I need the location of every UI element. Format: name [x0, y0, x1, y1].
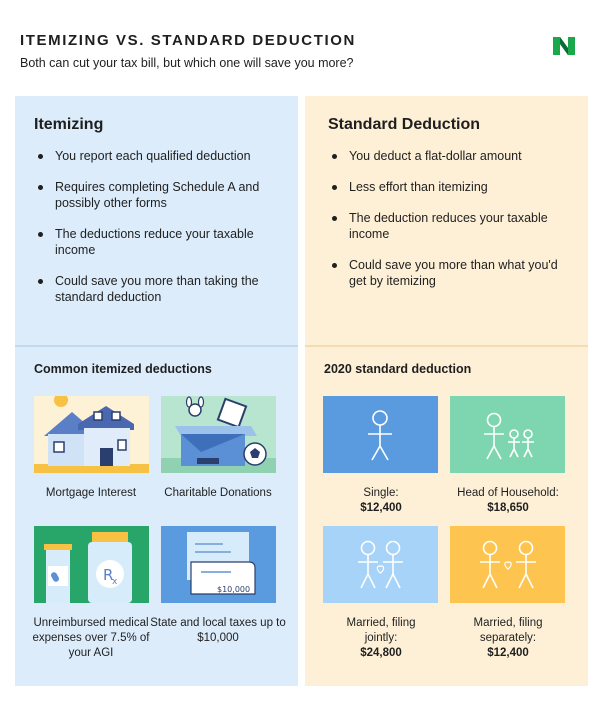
filing-status-label: Head of Household: [457, 487, 559, 499]
standard-panel [305, 96, 588, 686]
filing-status-label: Single: [363, 487, 399, 499]
itemized-caption: Mortgage Interest [45, 487, 137, 499]
filing-amount: $12,400 [360, 502, 402, 514]
standard-caption [438, 486, 578, 516]
svg-text:R: R [103, 566, 114, 584]
bullet-item: The deductions reduce your taxable income [37, 226, 277, 258]
tax-amount-label: $10,000 [217, 585, 251, 594]
bullet-item: Could save you more than taking the standard deduction [37, 273, 277, 305]
filing-amount: $12,400 [487, 647, 529, 659]
filing-amount: $24,800 [360, 647, 402, 659]
itemizing-bullets [37, 148, 277, 320]
standard-section-title: 2020 standard deduction [324, 362, 472, 376]
couple-separate-icon [450, 526, 565, 603]
medicine-bottles-icon [34, 526, 149, 603]
standard-caption [311, 616, 451, 661]
bullet-item: Less effort than itemizing [331, 179, 571, 195]
single-tile [323, 396, 438, 473]
charitable-tile [161, 396, 276, 473]
standard-title: Standard Deduction [328, 116, 481, 133]
standard-bullets [331, 148, 571, 304]
standard-caption [438, 616, 578, 661]
couple-heart-icon [323, 526, 438, 603]
mortgage-tile [34, 396, 149, 473]
bullet-item: Could save you more than what you'd get by itemizing [331, 257, 571, 289]
family-icon [450, 396, 565, 473]
bullet-item: You report each qualified deduction [37, 148, 277, 164]
house-icon [34, 396, 149, 473]
single-person-icon [323, 396, 438, 473]
filing-status-label: Married, filing jointly: [346, 617, 416, 644]
medical-tile [34, 526, 149, 603]
bullet-item: The deduction reduces your taxable income [331, 210, 571, 242]
married-jointly-tile [323, 526, 438, 603]
itemizing-title: Itemizing [34, 116, 104, 133]
taxes-tile [161, 526, 276, 603]
itemized-caption: Unreimbursed medical expenses over 7.5% of your AGI [32, 617, 150, 659]
tax-receipt-icon [161, 526, 276, 603]
itemized-caption: State and local taxes up to $10,000 [150, 617, 286, 644]
filing-status-label: Married, filing separately: [473, 617, 543, 644]
filing-amount: $18,650 [487, 502, 529, 514]
household-tile [450, 396, 565, 473]
itemized-caption: Charitable Donations [164, 487, 272, 499]
page-subtitle: Both can cut your tax bill, but which one will save you more? [20, 56, 354, 70]
donation-box-icon [161, 396, 276, 473]
page-title: ITEMIZING VS. STANDARD DEDUCTION [20, 32, 356, 49]
bullet-item: You deduct a flat-dollar amount [331, 148, 571, 164]
bullet-item: Requires completing Schedule A and possibly other forms [37, 179, 277, 211]
divider [15, 345, 298, 347]
itemizing-panel [15, 96, 298, 686]
nerdwallet-logo-icon [551, 33, 577, 59]
married-separately-tile [450, 526, 565, 603]
itemized-section-title: Common itemized deductions [34, 362, 212, 376]
divider [305, 345, 588, 347]
svg-text:x: x [112, 577, 118, 587]
standard-caption [311, 486, 451, 516]
